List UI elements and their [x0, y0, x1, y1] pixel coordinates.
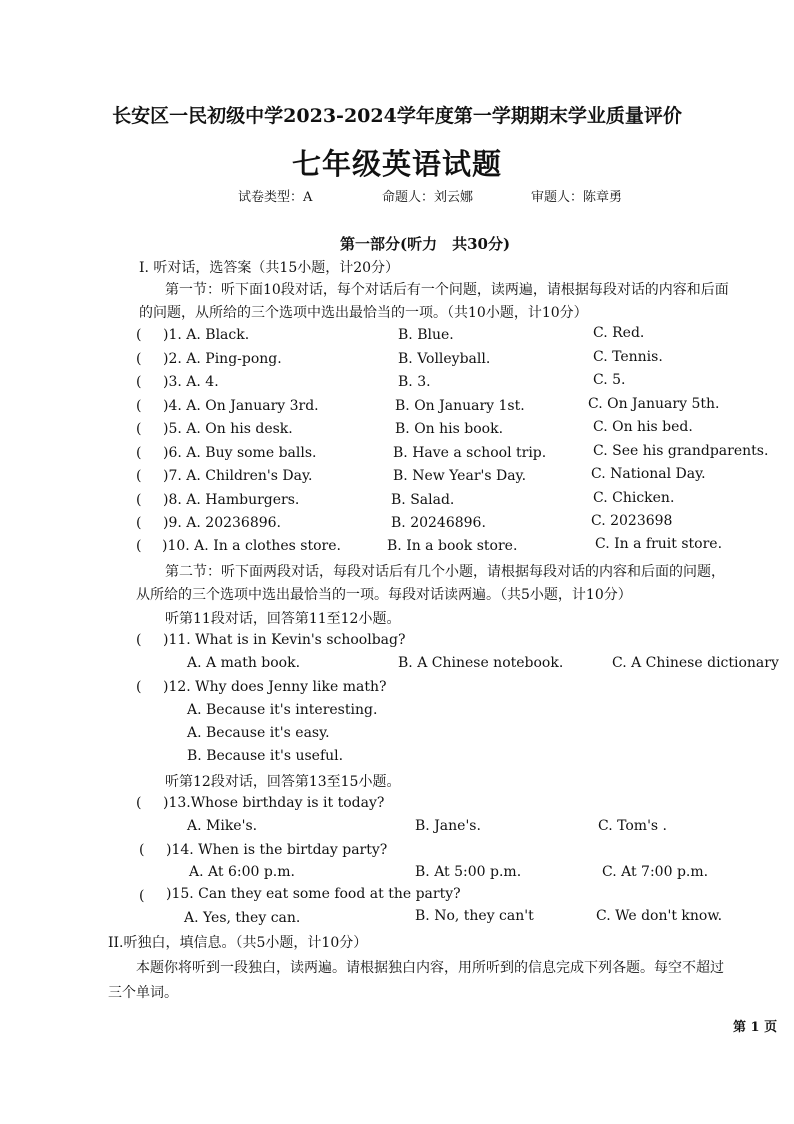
page-number: 第 1 页 — [733, 1020, 778, 1035]
question-option-a: A. At 6:00 p.m. — [189, 864, 295, 880]
question-option-b: B. Blue. — [398, 327, 454, 343]
question-option-c: C. At 7:00 p.m. — [602, 864, 709, 880]
answer-paren[interactable]: ( — [136, 538, 142, 554]
dialog-12-instruction: 听第12段对话，回答第13至15小题。 — [165, 774, 401, 790]
question-option-b: B. On January 1st. — [395, 398, 525, 414]
section-ii-intro-1: 本题你将听到一段独白，读两遍。请根据独白内容，用所听到的信息完成下列各题。每空不超过 — [136, 960, 724, 976]
question-option-c: C. Tennis. — [593, 349, 663, 365]
answer-paren[interactable]: ( — [136, 421, 142, 437]
question-option-c: C. We don't know. — [596, 908, 723, 924]
section-one-intro-1: 第一节：听下面10段对话，每个对话后有一个问题，读两遍，请根据每段对话的内容和后面 — [165, 282, 729, 298]
question-option-a: )9. A. 20236896. — [163, 515, 281, 531]
question-option-b: B. A Chinese notebook. — [398, 655, 564, 671]
question-option-a: )3. A. 4. — [163, 374, 219, 390]
question-option-a: A. Mike's. — [187, 818, 258, 834]
answer-paren[interactable]: ( — [136, 398, 142, 414]
exam-title: 长安区一民初级中学2023-2024学年度第一学期期末学业质量评价 — [112, 105, 682, 127]
question-option-b: B. 3. — [398, 374, 431, 390]
question-stem: )15. Can they eat some food at the party? — [166, 886, 461, 902]
question-option-c: B. Because it's useful. — [187, 748, 344, 764]
section-one-heading: I. 听对话，选答案（共15小题，计20分） — [139, 260, 400, 276]
answer-paren[interactable]: ( — [136, 374, 142, 390]
question-option-a: A. Yes, they can. — [184, 910, 301, 926]
question-option-b: B. Jane's. — [415, 818, 481, 834]
question-option-a: )10. A. In a clothes store. — [162, 538, 341, 554]
question-option-b: B. Have a school trip. — [393, 445, 547, 461]
answer-paren[interactable]: ( — [136, 795, 142, 811]
section-two-intro-2: 从所给的三个选项中选出最恰当的一项。每段对话读两遍。（共5小题，计10分） — [136, 587, 632, 603]
question-option-c: C. On his bed. — [593, 419, 693, 435]
question-option-b: B. On his book. — [395, 421, 504, 437]
question-option-a: )1. A. Black. — [163, 327, 250, 343]
question-option-b: B. New Year's Day. — [393, 468, 527, 484]
section-one-intro-2: 的问题，从所给的三个选项中选出最恰当的一项。（共10小题，计10分） — [139, 305, 588, 321]
paper-type: 试卷类型：A — [238, 190, 313, 205]
answer-paren[interactable]: ( — [136, 468, 142, 484]
answer-paren[interactable]: ( — [136, 515, 142, 531]
question-stem: )12. Why does Jenny like math? — [163, 679, 387, 695]
question-option-c: C. In a fruit store. — [595, 536, 723, 552]
question-option-c: C. Red. — [593, 325, 645, 341]
question-option-c: C. 5. — [593, 372, 626, 388]
answer-paren[interactable]: ( — [139, 888, 145, 904]
question-option-b: B. 20246896. — [391, 515, 486, 531]
answer-paren[interactable]: ( — [136, 632, 142, 648]
part-one-heading: 第一部分(听力 共30分) — [340, 235, 511, 253]
question-option-a: A. Because it's interesting. — [187, 702, 378, 718]
question-option-b: B. At 5:00 p.m. — [415, 864, 522, 880]
answer-paren[interactable]: ( — [139, 842, 145, 858]
question-option-c: C. National Day. — [591, 466, 706, 482]
question-option-c: C. Chicken. — [593, 490, 675, 506]
question-option-a: A. A math book. — [187, 655, 301, 671]
question-option-a: )7. A. Children's Day. — [163, 468, 313, 484]
question-option-b: B. In a book store. — [387, 538, 518, 554]
question-option-c: C. 2023698 — [591, 513, 673, 529]
answer-paren[interactable]: ( — [136, 445, 142, 461]
question-option-b: B. Salad. — [391, 492, 455, 508]
question-option-a: )2. A. Ping-pong. — [163, 351, 282, 367]
question-option-c: C. On January 5th. — [588, 396, 720, 412]
answer-paren[interactable]: ( — [136, 327, 142, 343]
section-two-intro-1: 第二节：听下面两段对话，每段对话后有几个小题，请根据每段对话的内容和后面的问题， — [165, 564, 725, 580]
setter: 命题人：刘云娜 — [382, 190, 474, 205]
reviewer: 审题人：陈章勇 — [531, 190, 623, 205]
dialog-11-instruction: 听第11段对话，回答第11至12小题。 — [165, 611, 401, 627]
question-option-a: )4. A. On January 3rd. — [163, 398, 319, 414]
question-option-a: )6. A. Buy some balls. — [163, 445, 317, 461]
question-option-c: C. A Chinese dictionary — [612, 655, 779, 671]
section-ii-intro-2: 三个单词。 — [108, 985, 178, 1001]
answer-paren[interactable]: ( — [136, 679, 142, 695]
question-option-c: C. Tom's . — [598, 818, 668, 834]
question-stem: )14. When is the birtday party? — [166, 842, 388, 858]
exam-subtitle: 七年级英语试题 — [291, 147, 502, 181]
question-stem: )11. What is in Kevin's schoolbag? — [163, 632, 406, 648]
question-stem: )13.Whose birthday is it today? — [163, 795, 385, 811]
question-option-c: C. See his grandparents. — [593, 443, 769, 459]
question-option-a: )8. A. Hamburgers. — [163, 492, 300, 508]
question-option-b: B. Volleyball. — [398, 351, 491, 367]
question-option-b: A. Because it's easy. — [187, 725, 330, 741]
answer-paren[interactable]: ( — [136, 492, 142, 508]
section-ii-heading: II.听独白，填信息。（共5小题，计10分） — [108, 935, 368, 951]
question-option-a: )5. A. On his desk. — [163, 421, 293, 437]
question-option-b: B. No, they can't — [415, 908, 534, 924]
answer-paren[interactable]: ( — [136, 351, 142, 367]
